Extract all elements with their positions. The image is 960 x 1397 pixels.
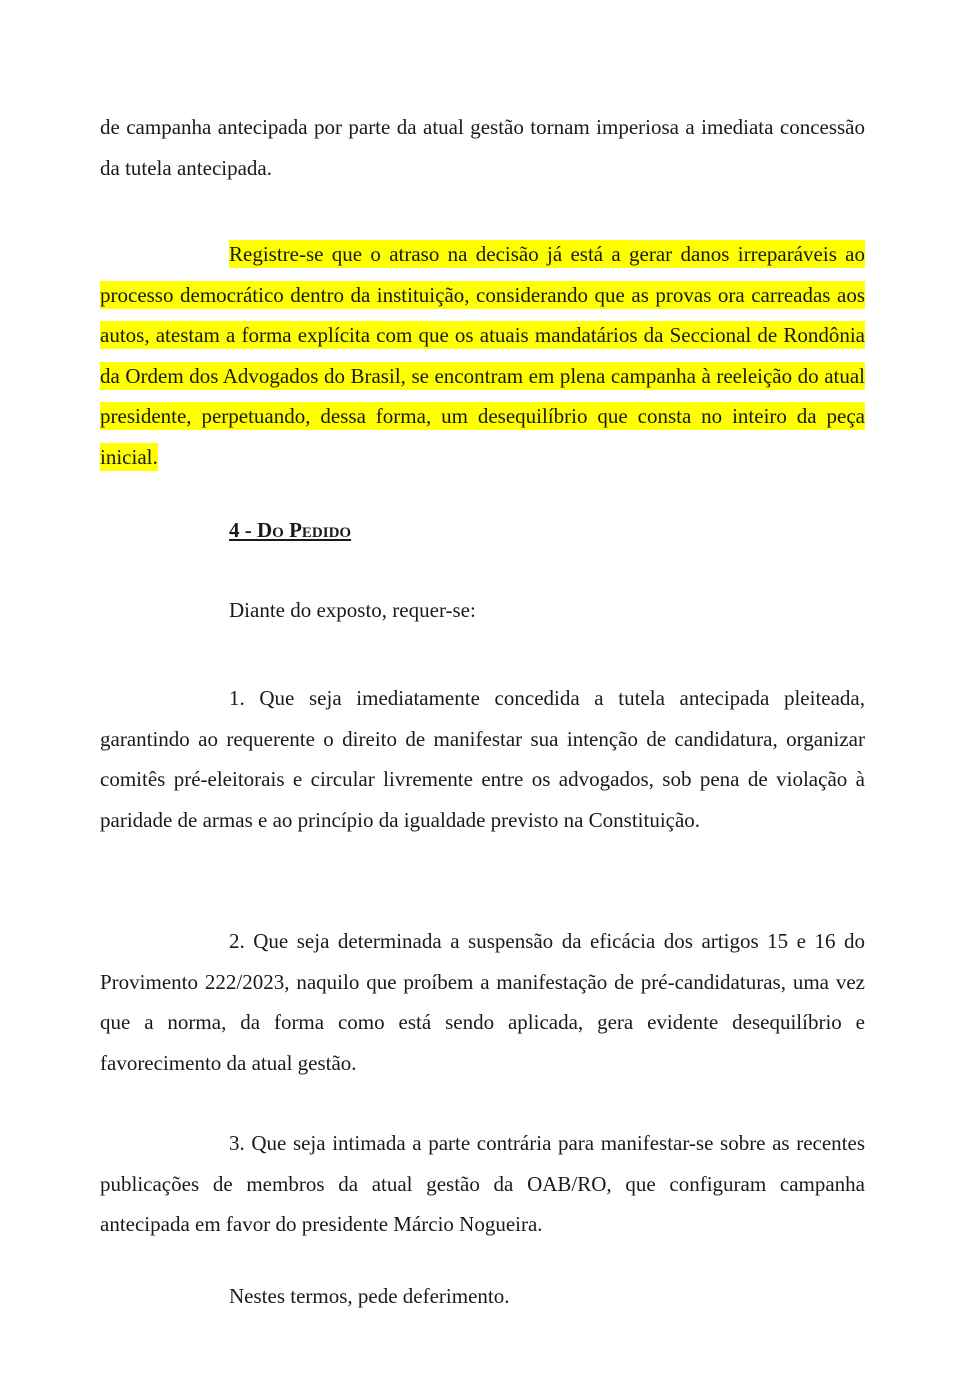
highlighted-text: Registre-se que o atraso na decisão já está a gerar danos irreparáveis ao processo democrático dentro da instituição, considerando que as provas ora carreadas aos autos, atestam a forma explícita com que os atuais mandatários da Seccional de Rondônia da Ordem dos Advogados do Brasil, se encontram em plena campanha à reeleição do atual presidente, perpetuando, dessa forma, um desequilíbrio que consta no inteiro da peça inicial. — [100, 242, 865, 469]
section-heading: 4 - Do Pedido — [229, 518, 352, 542]
intro-line: Diante do exposto, requer-se: — [229, 598, 476, 622]
request-item-1: 1. Que seja imediatamente concedida a tutela antecipada pleiteada, garantindo ao requerente o direito de manifestar sua intenção de candidatura, organizar comitês pré-eleitorais e circular livremente entre os advogados, sob pena de violação à paridade de armas e ao princípio da igualdade previsto na Constituição. — [100, 686, 865, 832]
closing-line: Nestes termos, pede deferimento. — [229, 1284, 510, 1308]
request-item-3: 3. Que seja intimada a parte contrária para manifestar-se sobre as recentes publicações de membros da atual gestão da OAB/RO, que configuram campanha antecipada em favor do presidente Márcio Nogueira. — [100, 1131, 865, 1236]
request-item-2: 2. Que seja determinada a suspensão da eficácia dos artigos 15 e 16 do Provimento 222/2023, naquilo que proíbem a manifestação de pré-candidaturas, uma vez que a norma, da forma como está sendo aplicada, gera evidente desequilíbrio e favorecimento da atual gestão. — [100, 929, 865, 1075]
paragraph-highlighted — [100, 234, 865, 477]
paragraph-continuation: de campanha antecipada por parte da atual gestão tornam imperiosa a imediata concessão da tutela antecipada. — [100, 115, 865, 180]
